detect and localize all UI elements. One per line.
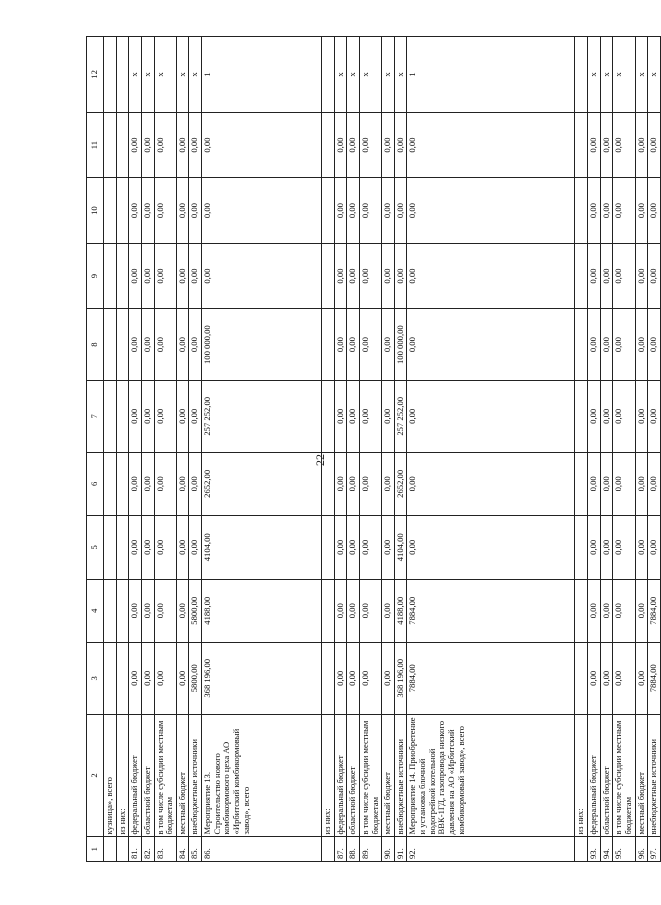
value-cell (575, 243, 588, 309)
target-ref-cell (575, 37, 588, 113)
value-cell: 257 252,00 (394, 380, 407, 452)
value-cell: 0,00 (588, 642, 601, 714)
row-label: внебюджетные источники (394, 714, 407, 837)
value-cell: 0,00 (176, 243, 189, 309)
row-number: 84. (176, 837, 189, 862)
value-cell: 0,00 (347, 579, 360, 642)
value-cell (322, 516, 335, 579)
value-cell: 0,00 (334, 112, 347, 178)
value-cell: 0,00 (635, 452, 648, 515)
value-cell: 0,00 (189, 516, 202, 579)
value-cell: 0,00 (129, 516, 142, 579)
value-cell: 0,00 (382, 178, 395, 244)
value-cell: 368 196,00 (394, 642, 407, 714)
value-cell: 0,00 (141, 112, 154, 178)
header-row (87, 37, 104, 862)
value-cell: 0,00 (382, 452, 395, 515)
row-number: 81. (129, 837, 142, 862)
value-cell: 0,00 (129, 642, 142, 714)
value-cell (116, 178, 129, 244)
value-cell (116, 516, 129, 579)
value-cell: 0,00 (347, 243, 360, 309)
value-cell: 368 196,00 (202, 642, 322, 714)
row-label: в том числе субсидии местным бюджетам (613, 714, 635, 837)
row-label: местный бюджет (635, 714, 648, 837)
value-cell: 0,00 (334, 452, 347, 515)
value-cell: 0,00 (154, 452, 176, 515)
row-label: в том числе субсидии местным бюджетам (359, 714, 381, 837)
value-cell: 0,00 (648, 178, 661, 244)
target-ref-cell (104, 37, 117, 113)
value-cell: 0,00 (588, 452, 601, 515)
value-cell (575, 380, 588, 452)
value-cell: 7884,00 (407, 579, 575, 642)
row-number (575, 837, 588, 862)
value-cell: 0,00 (588, 243, 601, 309)
value-cell (104, 579, 117, 642)
value-cell (116, 452, 129, 515)
value-cell: 0,00 (129, 178, 142, 244)
value-cell: 0,00 (334, 309, 347, 381)
value-cell: 0,00 (154, 178, 176, 244)
value-cell: 0,00 (600, 112, 613, 178)
value-cell: 0,00 (154, 243, 176, 309)
value-cell: 0,00 (407, 112, 575, 178)
value-cell (575, 452, 588, 515)
column-header: 9 (87, 243, 104, 309)
value-cell: 4104,00 (394, 516, 407, 579)
value-cell: 0,00 (613, 178, 635, 244)
value-cell (575, 642, 588, 714)
value-cell: 0,00 (129, 243, 142, 309)
value-cell: 0,00 (648, 309, 661, 381)
value-cell: 0,00 (648, 380, 661, 452)
value-cell: 0,00 (154, 309, 176, 381)
value-cell: 0,00 (176, 642, 189, 714)
row-label: местный бюджет (382, 714, 395, 837)
value-cell: 0,00 (394, 178, 407, 244)
value-cell (116, 112, 129, 178)
value-cell (575, 309, 588, 381)
value-cell: 0,00 (359, 178, 381, 244)
target-ref-cell: x (635, 37, 648, 113)
value-cell (322, 309, 335, 381)
value-cell: 0,00 (154, 112, 176, 178)
value-cell (575, 178, 588, 244)
value-cell: 4104,00 (202, 516, 322, 579)
value-cell: 0,00 (334, 243, 347, 309)
value-cell: 0,00 (141, 178, 154, 244)
value-cell: 0,00 (407, 309, 575, 381)
value-cell (104, 452, 117, 515)
row-label: из них: (575, 714, 588, 837)
row-label: федеральный бюджет (334, 714, 347, 837)
value-cell: 0,00 (189, 309, 202, 381)
value-cell: 0,00 (359, 243, 381, 309)
row-label: местный бюджет (176, 714, 189, 837)
value-cell: 0,00 (382, 516, 395, 579)
column-header: 5 (87, 516, 104, 579)
value-cell: 7884,00 (648, 579, 661, 642)
value-cell: 0,00 (129, 579, 142, 642)
value-cell: 0,00 (359, 642, 381, 714)
value-cell: 0,00 (613, 309, 635, 381)
table-row (104, 37, 117, 862)
value-cell (104, 178, 117, 244)
value-cell: 0,00 (635, 178, 648, 244)
value-cell: 0,00 (176, 380, 189, 452)
value-cell: 0,00 (648, 516, 661, 579)
value-cell: 0,00 (176, 309, 189, 381)
value-cell: 0,00 (202, 243, 322, 309)
value-cell: 0,00 (407, 452, 575, 515)
value-cell: 0,00 (141, 579, 154, 642)
table-row (202, 37, 322, 862)
row-number: 85. (189, 837, 202, 862)
value-cell (104, 516, 117, 579)
target-ref-cell: x (382, 37, 395, 113)
value-cell: 0,00 (600, 579, 613, 642)
value-cell: 0,00 (648, 452, 661, 515)
row-label: внебюджетные источники (648, 714, 661, 837)
value-cell: 0,00 (600, 452, 613, 515)
value-cell: 0,00 (347, 516, 360, 579)
row-number: 88. (347, 837, 360, 862)
table-row (648, 37, 661, 862)
value-cell: 0,00 (600, 642, 613, 714)
value-cell: 0,00 (407, 516, 575, 579)
column-header: 2 (87, 714, 104, 837)
row-number: 83. (154, 837, 176, 862)
value-cell (104, 309, 117, 381)
target-ref-cell: x (129, 37, 142, 113)
table-row (635, 37, 648, 862)
target-ref-cell: x (189, 37, 202, 113)
value-cell: 0,00 (202, 178, 322, 244)
value-cell: 0,00 (189, 178, 202, 244)
row-label: федеральный бюджет (588, 714, 601, 837)
value-cell: 257 252,00 (202, 380, 322, 452)
value-cell: 0,00 (635, 243, 648, 309)
target-ref-cell: 1 (407, 37, 575, 113)
value-cell (104, 380, 117, 452)
value-cell: 0,00 (394, 112, 407, 178)
value-cell: 0,00 (202, 112, 322, 178)
value-cell (575, 516, 588, 579)
value-cell: 0,00 (382, 642, 395, 714)
column-header: 12 (87, 37, 104, 113)
value-cell: 0,00 (334, 642, 347, 714)
value-cell: 0,00 (407, 178, 575, 244)
row-label: областной бюджет (347, 714, 360, 837)
target-ref-cell: x (600, 37, 613, 113)
value-cell: 4188,00 (202, 579, 322, 642)
value-cell: 0,00 (613, 642, 635, 714)
value-cell: 0,00 (588, 178, 601, 244)
value-cell: 0,00 (407, 243, 575, 309)
value-cell: 0,00 (613, 516, 635, 579)
value-cell (322, 112, 335, 178)
value-cell: 0,00 (382, 380, 395, 452)
value-cell: 0,00 (176, 579, 189, 642)
value-cell: 0,00 (613, 112, 635, 178)
value-cell: 0,00 (588, 516, 601, 579)
target-ref-cell (322, 37, 335, 113)
column-header: 11 (87, 112, 104, 178)
value-cell: 0,00 (635, 642, 648, 714)
value-cell: 0,00 (347, 112, 360, 178)
row-number: 93. (588, 837, 601, 862)
row-label: областной бюджет (600, 714, 613, 837)
target-ref-cell: x (334, 37, 347, 113)
table-row (116, 37, 129, 862)
value-cell: 0,00 (154, 579, 176, 642)
value-cell (322, 178, 335, 244)
value-cell: 0,00 (359, 452, 381, 515)
value-cell (322, 642, 335, 714)
table-row (176, 37, 189, 862)
row-label: внебюджетные источники (189, 714, 202, 837)
value-cell: 0,00 (648, 112, 661, 178)
page-number: 22 (313, 454, 327, 466)
target-ref-cell: x (141, 37, 154, 113)
value-cell (575, 112, 588, 178)
target-ref-cell: x (154, 37, 176, 113)
value-cell: 0,00 (635, 380, 648, 452)
table-row (394, 37, 407, 862)
value-cell: 0,00 (129, 112, 142, 178)
table-row (382, 37, 395, 862)
row-number: 92. (407, 837, 575, 862)
value-cell: 0,00 (394, 243, 407, 309)
value-cell: 100 000,00 (394, 309, 407, 381)
value-cell: 0,00 (347, 309, 360, 381)
value-cell: 0,00 (176, 516, 189, 579)
table-row (347, 37, 360, 862)
row-number: 89. (359, 837, 381, 862)
value-cell: 2652,00 (394, 452, 407, 515)
target-ref-cell: x (394, 37, 407, 113)
row-label: областной бюджет (141, 714, 154, 837)
value-cell: 0,00 (189, 380, 202, 452)
row-label: Мероприятие 13. Строительство нового комбикормового цеха АО «Ирбитский комбикормовый завод», всего (202, 714, 322, 837)
value-cell: 0,00 (613, 243, 635, 309)
value-cell: 5800,00 (189, 642, 202, 714)
value-cell (104, 642, 117, 714)
column-header: 10 (87, 178, 104, 244)
table-row (575, 37, 588, 862)
value-cell (322, 380, 335, 452)
table-row (407, 37, 575, 862)
value-cell: 0,00 (635, 516, 648, 579)
row-label: из них: (116, 714, 129, 837)
row-number (116, 837, 129, 862)
value-cell: 0,00 (407, 380, 575, 452)
row-number: 94. (600, 837, 613, 862)
target-ref-cell (116, 37, 129, 113)
value-cell: 0,00 (141, 516, 154, 579)
row-number (322, 837, 335, 862)
value-cell: 0,00 (154, 380, 176, 452)
row-label: Мероприятие 14. Приобретение и установка блочной водогрейной котельной ВВК-1ГД, газопровода низкого давления на АО «Ирбитский комбикормовый завод», всего (407, 714, 575, 837)
value-cell: 0,00 (588, 579, 601, 642)
value-cell: 0,00 (359, 516, 381, 579)
value-cell: 0,00 (600, 516, 613, 579)
target-ref-cell: x (347, 37, 360, 113)
row-number: 91. (394, 837, 407, 862)
row-number: 86. (202, 837, 322, 862)
row-label: в том числе субсидии местным бюджетам (154, 714, 176, 837)
value-cell (116, 642, 129, 714)
value-cell: 0,00 (382, 579, 395, 642)
row-number: 82. (141, 837, 154, 862)
value-cell (104, 112, 117, 178)
value-cell: 0,00 (141, 309, 154, 381)
value-cell: 7884,00 (407, 642, 575, 714)
value-cell: 0,00 (347, 452, 360, 515)
value-cell: 0,00 (600, 243, 613, 309)
row-label: из них: (322, 714, 335, 837)
row-number (104, 837, 117, 862)
row-label: кузница», всего (104, 714, 117, 837)
value-cell: 0,00 (154, 516, 176, 579)
value-cell: 7884,00 (648, 642, 661, 714)
budget-table (86, 36, 661, 862)
value-cell: 0,00 (129, 452, 142, 515)
value-cell: 2652,00 (202, 452, 322, 515)
table-row (154, 37, 176, 862)
value-cell: 0,00 (382, 309, 395, 381)
value-cell: 0,00 (189, 452, 202, 515)
value-cell: 0,00 (382, 112, 395, 178)
table-row (588, 37, 601, 862)
value-cell (116, 579, 129, 642)
target-ref-cell: 1 (202, 37, 322, 113)
value-cell: 0,00 (359, 309, 381, 381)
value-cell: 0,00 (635, 112, 648, 178)
column-header: 7 (87, 380, 104, 452)
table-row (141, 37, 154, 862)
row-number: 97. (648, 837, 661, 862)
column-header: 3 (87, 642, 104, 714)
value-cell: 0,00 (359, 579, 381, 642)
target-ref-cell: x (359, 37, 381, 113)
value-cell (322, 452, 335, 515)
value-cell: 100 000,00 (202, 309, 322, 381)
value-cell: 0,00 (176, 178, 189, 244)
value-cell: 0,00 (154, 642, 176, 714)
value-cell (116, 309, 129, 381)
value-cell (322, 243, 335, 309)
table-row (334, 37, 347, 862)
value-cell (575, 579, 588, 642)
value-cell: 0,00 (334, 178, 347, 244)
value-cell: 0,00 (141, 642, 154, 714)
value-cell: 0,00 (648, 243, 661, 309)
value-cell (322, 579, 335, 642)
value-cell: 0,00 (347, 380, 360, 452)
column-header: 1 (87, 837, 104, 862)
table-row (189, 37, 202, 862)
column-header: 6 (87, 452, 104, 515)
target-ref-cell: x (176, 37, 189, 113)
value-cell: 0,00 (588, 380, 601, 452)
value-cell: 0,00 (189, 112, 202, 178)
value-cell: 0,00 (588, 112, 601, 178)
value-cell: 0,00 (141, 452, 154, 515)
row-number: 87. (334, 837, 347, 862)
value-cell (104, 243, 117, 309)
value-cell: 0,00 (359, 112, 381, 178)
row-number: 96. (635, 837, 648, 862)
value-cell: 0,00 (600, 178, 613, 244)
target-ref-cell: x (588, 37, 601, 113)
target-ref-cell: x (648, 37, 661, 113)
value-cell: 0,00 (359, 380, 381, 452)
table-row (359, 37, 381, 862)
value-cell: 0,00 (347, 178, 360, 244)
value-cell: 0,00 (382, 243, 395, 309)
value-cell: 0,00 (600, 309, 613, 381)
value-cell: 0,00 (635, 579, 648, 642)
value-cell: 0,00 (600, 380, 613, 452)
value-cell: 0,00 (613, 380, 635, 452)
value-cell: 0,00 (129, 380, 142, 452)
table-row (129, 37, 142, 862)
value-cell: 0,00 (176, 112, 189, 178)
value-cell (116, 380, 129, 452)
value-cell: 0,00 (635, 309, 648, 381)
table-row (600, 37, 613, 862)
value-cell: 0,00 (129, 309, 142, 381)
value-cell: 0,00 (588, 309, 601, 381)
value-cell: 4188,00 (394, 579, 407, 642)
value-cell (116, 243, 129, 309)
row-number: 95. (613, 837, 635, 862)
value-cell: 0,00 (334, 380, 347, 452)
column-header: 8 (87, 309, 104, 381)
row-label: федеральный бюджет (129, 714, 142, 837)
value-cell: 5800,00 (189, 579, 202, 642)
row-number: 90. (382, 837, 395, 862)
value-cell: 0,00 (347, 642, 360, 714)
value-cell: 0,00 (141, 243, 154, 309)
value-cell: 0,00 (613, 452, 635, 515)
value-cell: 0,00 (189, 243, 202, 309)
value-cell: 0,00 (613, 579, 635, 642)
value-cell: 0,00 (176, 452, 189, 515)
value-cell: 0,00 (141, 380, 154, 452)
table-row (613, 37, 635, 862)
value-cell: 0,00 (334, 516, 347, 579)
target-ref-cell: x (613, 37, 635, 113)
table-row (322, 37, 335, 862)
column-header: 4 (87, 579, 104, 642)
value-cell: 0,00 (334, 579, 347, 642)
